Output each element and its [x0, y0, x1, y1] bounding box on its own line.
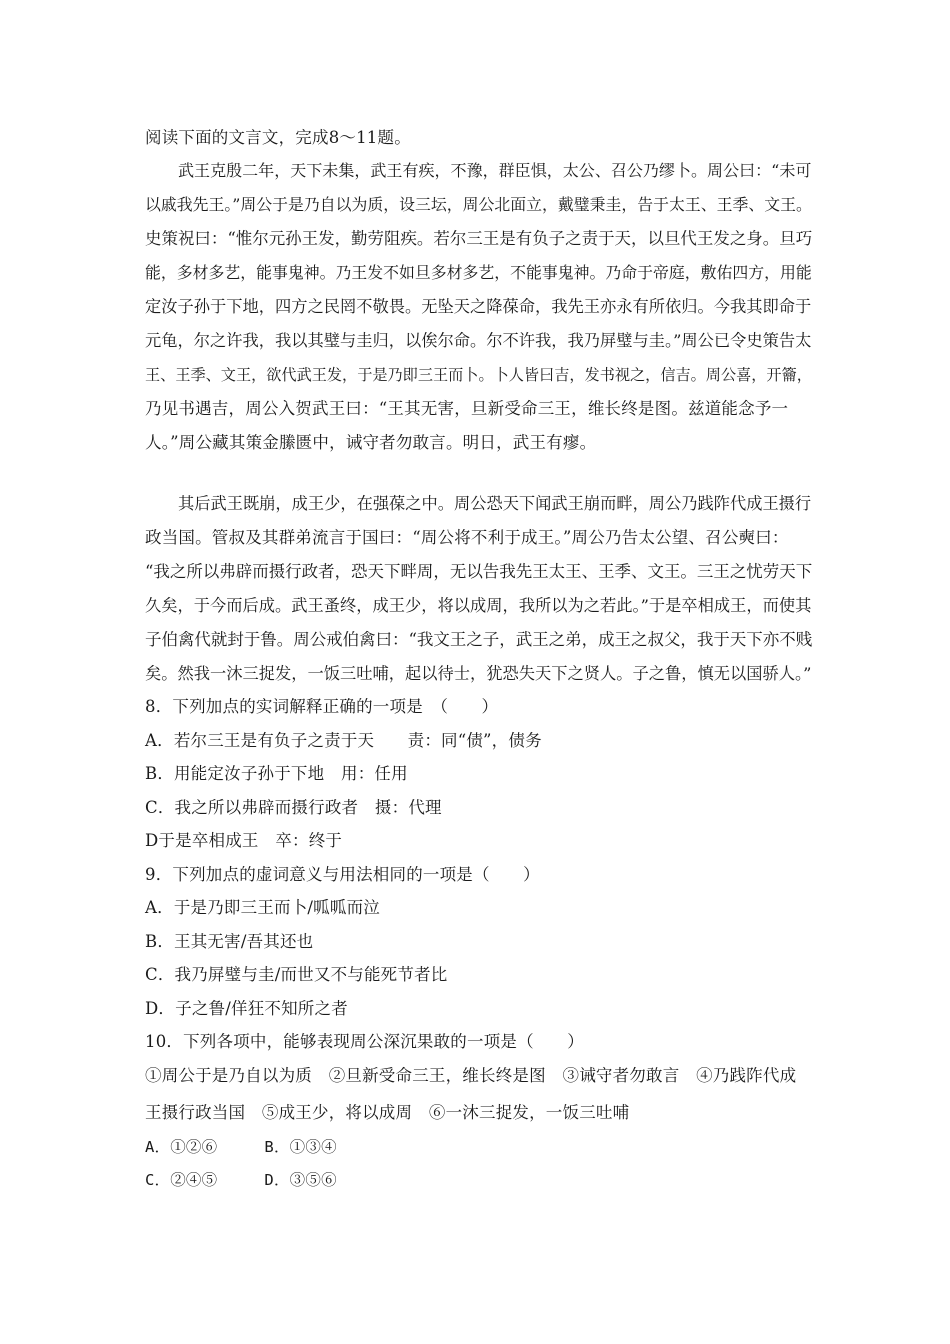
passage-line: 元龟，尔之许我，我以其璧与圭归，以俟尔命。尔不许我，我乃屏璧与圭。”周公已令史策告太	[145, 331, 812, 350]
question-10-stem: 10．下列各项中，能够表现周公深沉果敢的一项是（ ）	[145, 1032, 584, 1051]
passage-line: 武王克殷二年，天下未集，武王有疾，不豫，群臣惧，太公、召公乃缪卜。周公曰：“未可	[178, 161, 812, 180]
passage-line: 矣。然我一沐三捉发，一饭三吐哺，起以待士，犹恐失天下之贤人。子之鲁，慎无以国骄人。”	[145, 664, 812, 683]
passage-line: “我之所以弗辟而摄行政者，恐天下畔周，无以告我先王太王、王季、文王。三王之忧劳天下	[145, 562, 813, 581]
question-10-options: C．②④⑤ D．③⑤⑥	[145, 1171, 337, 1189]
passage-line: 乃见书遇吉，周公入贺武王曰：“王其无害，旦新受命三王，维长终是图。兹道能念予一	[145, 399, 789, 418]
question-9-option-c: C．我乃屏璧与圭/而世又不与能死节者比	[145, 965, 448, 984]
question-9-option-b: B．王其无害/吾其还也	[145, 932, 314, 951]
question-10-options: A．①②⑥ B．①③④	[145, 1138, 337, 1156]
passage-line: 其后武王既崩，成王少，在强葆之中。周公恐天下闻武王崩而畔，周公乃践阼代成王摄行	[178, 494, 812, 513]
passage-line: 子伯禽代就封于鲁。周公戒伯禽曰：“我文王之子，武王之弟，成王之叔父，我于天下亦不贱	[145, 630, 813, 649]
question-10-items: 王摄行政当国 ⑤成王少，将以成周 ⑥一沐三捉发，一饭三吐哺	[145, 1103, 630, 1122]
question-9-option-a: A．于是乃即三王而卜/呱呱而泣	[145, 898, 380, 917]
question-10-items: ①周公于是乃自以为质 ②旦新受命三王，维长终是图 ③诫守者勿敢言 ④乃践阼代成	[145, 1066, 797, 1085]
passage-line: 史策祝曰：“惟尔元孙王发，勤劳阻疾。若尔三王是有负子之责于天，以旦代王发之身。旦巧	[145, 229, 813, 248]
question-9-option-d: D．子之鲁/佯狂不知所之者	[145, 999, 348, 1018]
question-8-option-b: B．用能定汝子孙于下地 用：任用	[145, 764, 408, 783]
question-8-stem: 8．下列加点的实词解释正确的一项是 （ ）	[145, 697, 499, 716]
passage-line: 久矣，于今而后成。武王蚤终，成王少，将以成周，我所以为之若此。”于是卒相成王，而使其	[145, 596, 812, 615]
passage-line: 能，多材多艺，能事鬼神。乃王发不如旦多材多艺，不能事鬼神。乃命于帝庭，敷佑四方，用能	[145, 263, 812, 282]
question-8-option-a: A．若尔三王是有负子之责于天 责：同“债”，债务	[145, 731, 542, 750]
passage-line: 人。”周公藏其策金縢匮中，诫守者勿敢言。明日，武王有瘳。	[145, 433, 597, 452]
question-8-option-c: C．我之所以弗辟而摄行政者 摄：代理	[145, 798, 442, 817]
passage-line: 以戚我先王。”周公于是乃自以为质，设三坛，周公北面立，戴璧秉圭，告于太王、王季、文王。	[145, 195, 812, 214]
question-8-option-d: D于是卒相成王 卒：终于	[145, 831, 343, 850]
passage-line: 定汝子孙于下地，四方之民罔不敬畏。无坠天之降葆命，我先王亦永有所依归。今我其即命于	[145, 297, 812, 316]
question-9-stem: 9．下列加点的虚词意义与用法相同的一项是（ ）	[145, 865, 540, 884]
reading-instruction: 阅读下面的文言文，完成8～11题。	[145, 128, 411, 147]
passage-line: 王、王季、文王，欲代武王发，于是乃即三王而卜。卜人皆曰吉，发书视之，信吉。周公喜，开籥，	[145, 366, 812, 384]
passage-line: 政当国。管叔及其群弟流言于国曰：“周公将不利于成王。”周公乃告太公望、召公奭曰：	[145, 528, 789, 547]
